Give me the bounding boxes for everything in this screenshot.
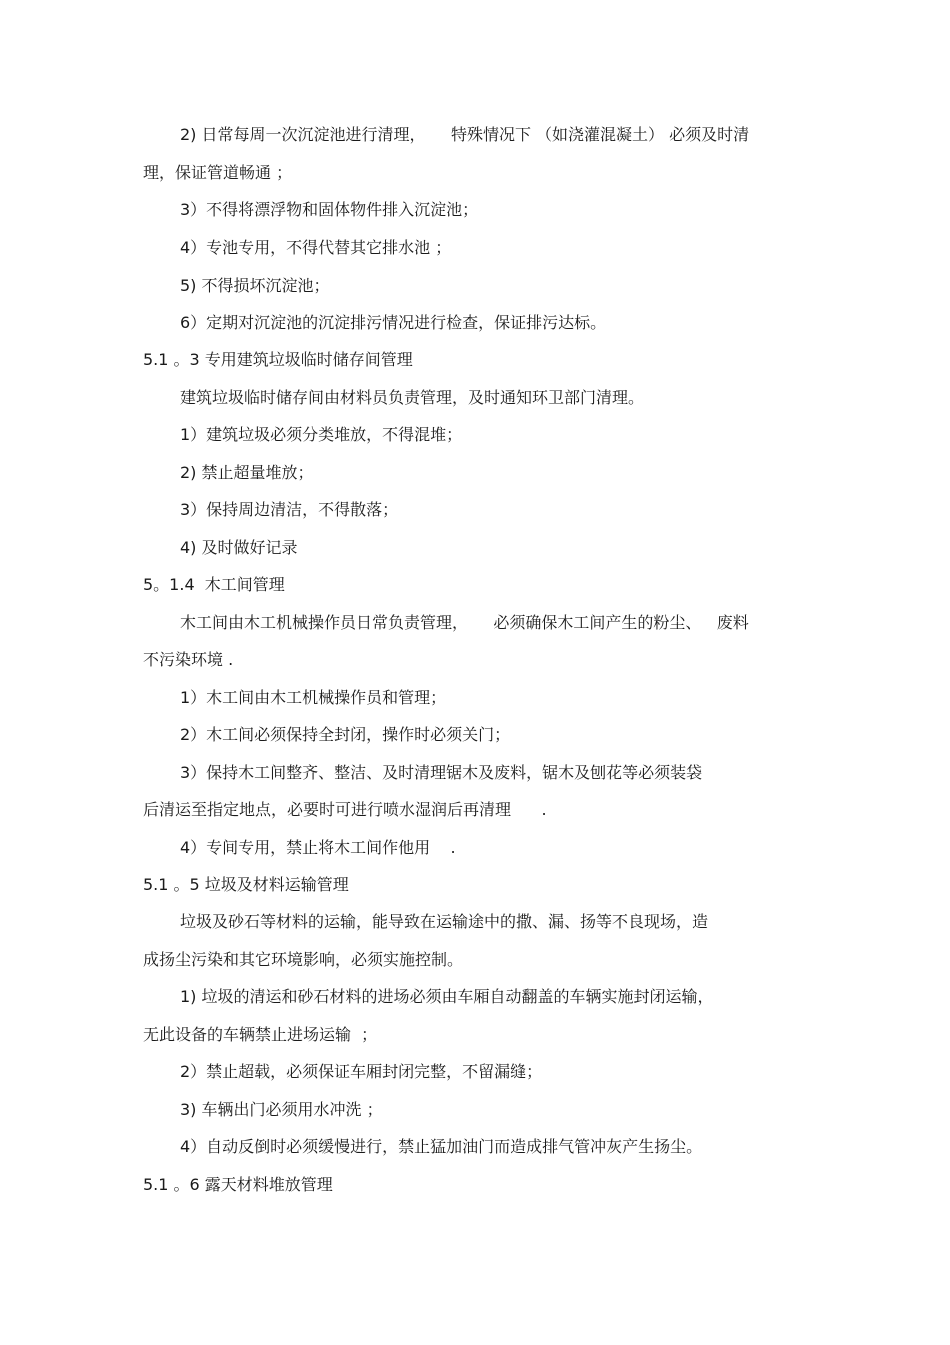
paragraph-line: 不污染环境 . [143,650,234,669]
paragraph-line: 无此设备的车辆禁止进场运输 ； [143,1025,378,1044]
section-heading: 5.1 。6 露天材料堆放管理 [143,1175,333,1194]
list-item: 1）建筑垃圾必须分类堆放，不得混堆； [180,425,463,444]
section-heading: 5.1 。5 垃圾及材料运输管理 [143,875,349,894]
paragraph-line: 成扬尘污染和其它环境影响，必须实施控制。 [143,950,464,969]
paragraph-line: 垃圾及砂石等材料的运输，能导致在运输途中的撒、漏、扬等不良现场，造 [180,912,709,931]
paragraph-line: 2) 日常每周一次沉淀池进行清理， 特殊情况下 （如浇灌混凝土） 必须及时清 [180,125,750,144]
section-heading: 5.1 。3 专用建筑垃圾临时储存间管理 [143,350,413,369]
list-item: 6）定期对沉淀池的沉淀排污情况进行检查，保证排污达标。 [180,313,607,332]
list-item: 3) 车辆出门必须用水冲洗 ； [180,1100,383,1119]
list-item: 2) 禁止超量堆放； [180,463,314,482]
section-heading: 5。1.4 木工间管理 [143,575,285,594]
list-item: 5) 不得损坏沉淀池； [180,276,330,295]
paragraph-line: 理，保证管道畅通 ； [143,163,293,182]
list-item: 4）专池专用，不得代替其它排水池 ； [180,238,452,257]
list-item: 2）禁止超载，必须保证车厢封闭完整，不留漏缝； [180,1062,543,1081]
list-item: 3）保持周边清洁，不得散落； [180,500,399,519]
list-item: 4) 及时做好记录 [180,538,298,557]
list-item: 2）木工间必须保持全封闭，操作时必须关门； [180,725,511,744]
paragraph-line: 木工间由木工机械操作员日常负责管理， 必须确保木工间产生的粉尘、 废料 [180,613,749,632]
list-item: 1）木工间由木工机械操作员和管理； [180,688,447,707]
list-item: 3）不得将漂浮物和固体物件排入沉淀池； [180,200,479,219]
paragraph-line: 后清运至指定地点，必要时可进行喷水湿润后再清理 . [143,800,547,819]
list-item: 4）专间专用，禁止将木工间作他用 . [180,838,456,857]
list-item: 1) 垃圾的清运和砂石材料的进场必须由车厢自动翻盖的车辆实施封闭运输， [180,987,714,1006]
list-item: 3）保持木工间整齐、整洁、及时清理锯木及废料，锯木及刨花等必须装袋 [180,763,703,782]
paragraph-line: 建筑垃圾临时储存间由材料员负责管理，及时通知环卫部门清理。 [180,388,645,407]
list-item: 4）自动反倒时必须缓慢进行，禁止猛加油门而造成排气管冲灰产生扬尘。 [180,1137,703,1156]
